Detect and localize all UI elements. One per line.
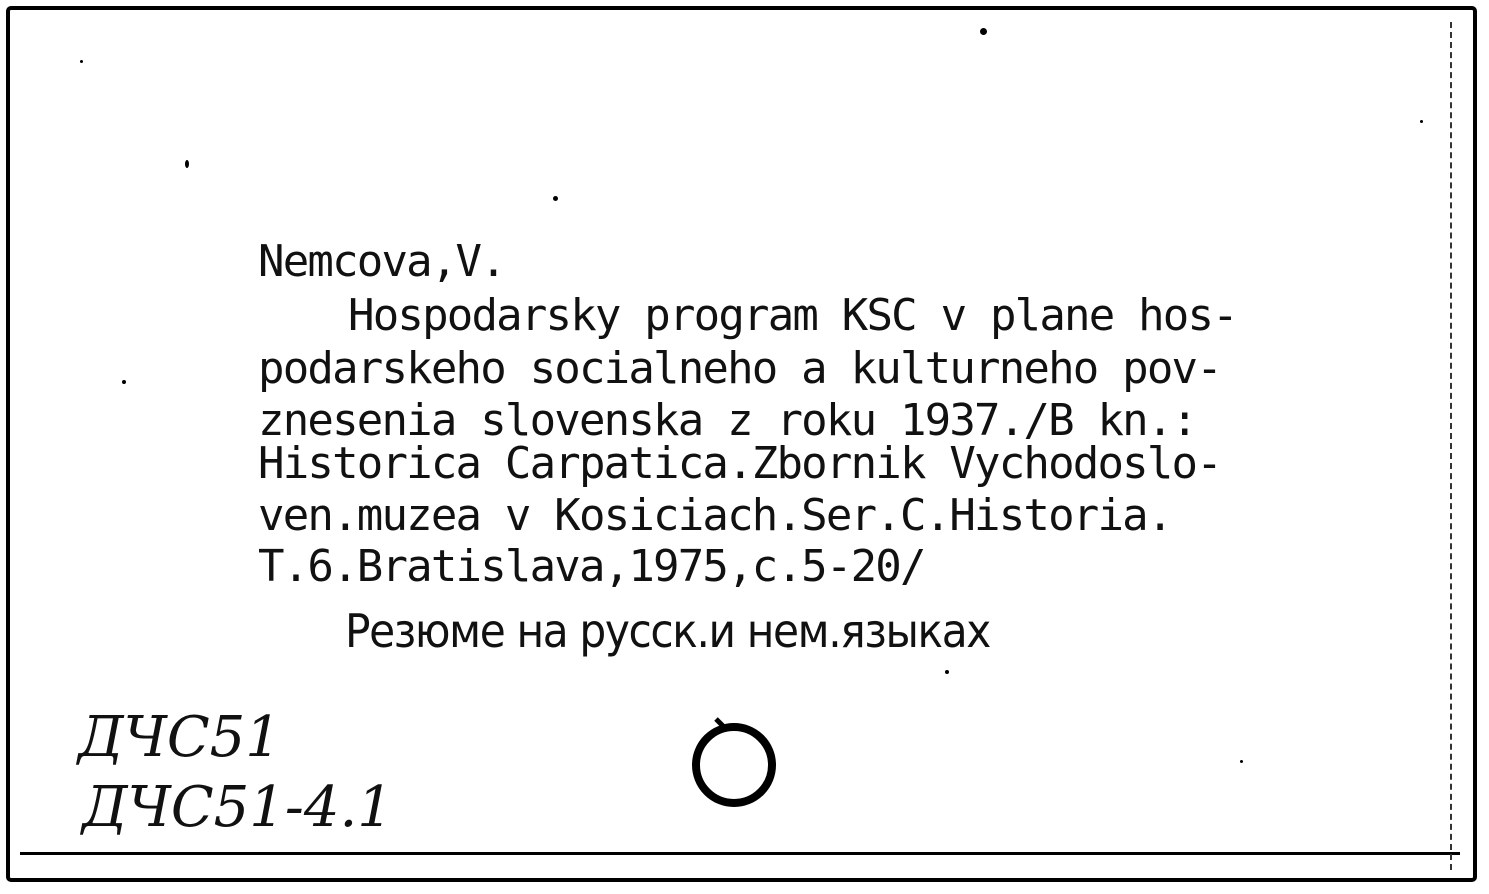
title-line-5: ven.muzea v Kosiciach.Ser.C.Historia. (258, 490, 1172, 541)
speck (1240, 760, 1243, 763)
shelfmark-2: ДЧС51-4.1 (82, 775, 393, 840)
speck (945, 670, 949, 674)
title-line-4: Historica Carpatica.Zbornik Vychodoslo- (258, 438, 1221, 489)
punch-hole-icon (690, 715, 790, 815)
bottom-rule (20, 852, 1460, 855)
title-line-1: Hospodarsky program KSC v plane hos- (348, 290, 1237, 341)
title-line-3: znesenia slovenska z roku 1937./B kn.: (258, 395, 1197, 446)
speck (122, 380, 126, 384)
shelfmark-1: ДЧС51 (78, 705, 281, 770)
speck (80, 60, 83, 63)
speck (185, 160, 189, 168)
speck (980, 28, 987, 35)
speck (1420, 120, 1423, 123)
title-line-6: T.6.Bratislava,1975,c.5-20/ (258, 541, 925, 592)
summary-note: Резюме на русск.и нем.языках (345, 604, 990, 658)
author-name: Nemcova,V. (258, 236, 505, 287)
title-line-2: podarskeho socialneho a kulturneho pov- (258, 343, 1221, 394)
right-margin-rule (1450, 22, 1452, 870)
speck (553, 196, 558, 201)
